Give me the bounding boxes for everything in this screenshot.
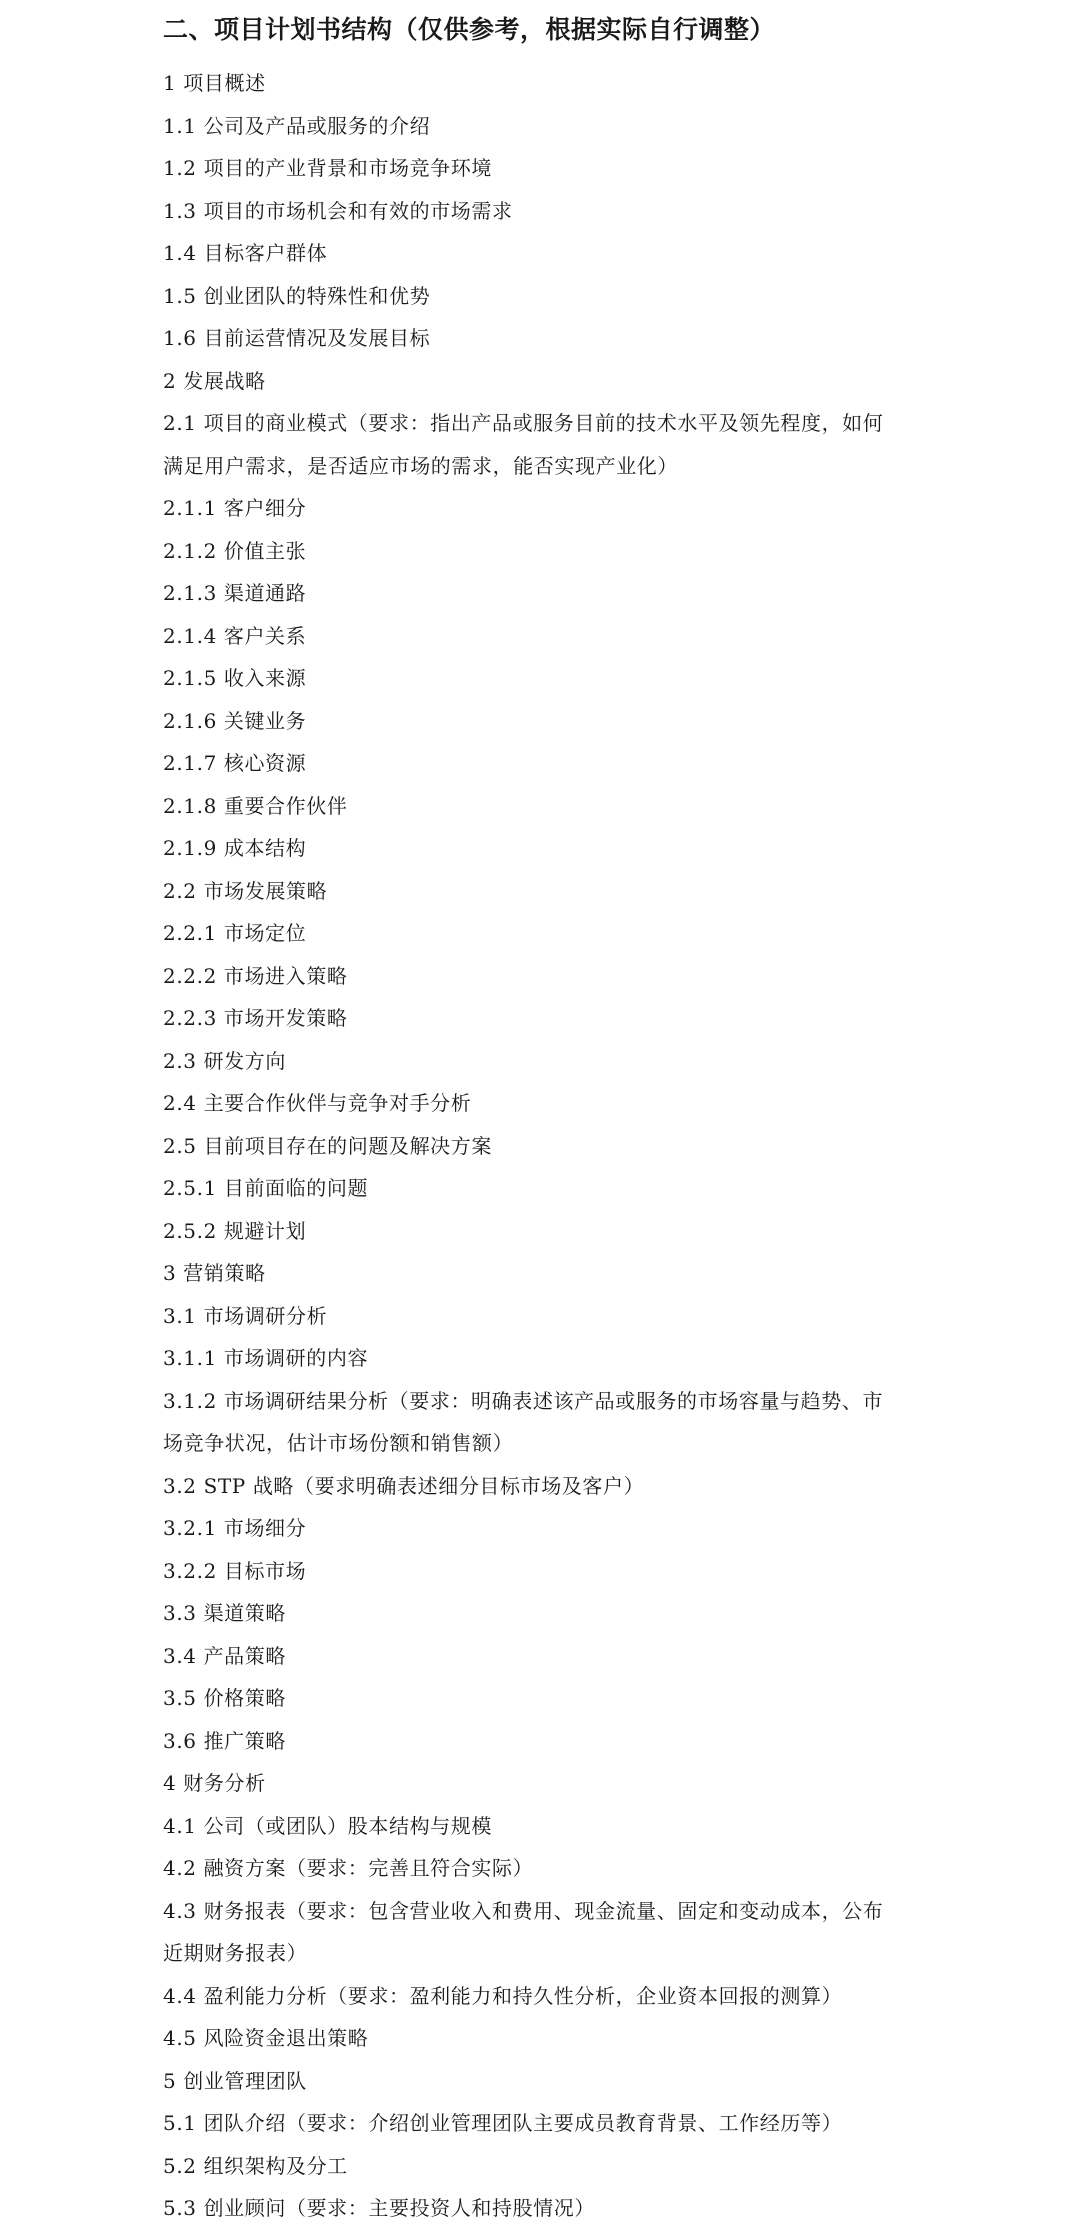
outline-item: 4 财务分析 [163, 1771, 266, 1795]
outline-item: 2.1.1 客户细分 [163, 496, 307, 520]
outline-item: 2.5.2 规避计划 [163, 1218, 307, 1243]
outline-item-continuation: 场竞争状况，估计市场份额和销售额） [163, 1431, 514, 1455]
outline-item: 2.2.1 市场定位 [163, 921, 307, 945]
outline-item: 1.1 公司及产品或服务的介绍 [163, 113, 431, 138]
outline-item: 2 发展战略 [163, 368, 266, 393]
outline-item: 1.5 创业团队的特殊性和优势 [163, 283, 431, 308]
outline-item: 4.2 融资方案（要求：完善且符合实际） [163, 1856, 534, 1880]
outline-item: 3.1 市场调研分析 [163, 1303, 328, 1328]
outline-item: 1 项目概述 [163, 71, 266, 95]
outline-item-continuation: 满足用户需求，是否适应市场的需求，能否实现产业化） [163, 453, 678, 478]
outline-item: 2.2 市场发展策略 [163, 878, 328, 903]
outline-item: 2.1.2 价值主张 [163, 538, 307, 563]
outline-item: 5.1 团队介绍（要求：介绍创业管理团队主要成员教育背景、工作经历等） [163, 2111, 843, 2135]
outline-item: 2.5 目前项目存在的问题及解决方案 [163, 1133, 492, 1158]
outline-item: 1.6 目前运营情况及发展目标 [163, 326, 431, 350]
outline-item: 3 营销策略 [163, 1261, 266, 1285]
outline-item: 3.2.2 目标市场 [163, 1558, 307, 1583]
outline-item: 4.1 公司（或团队）股本结构与规模 [163, 1813, 492, 1838]
outline-item: 2.1.6 关键业务 [163, 708, 307, 733]
outline-item: 4.3 财务报表（要求：包含营业收入和费用、现金流量、固定和变动成本，公布 [163, 1898, 884, 1923]
outline-item: 5.2 组织架构及分工 [163, 2153, 348, 2178]
outline-item: 1.2 项目的产业背景和市场竞争环境 [163, 156, 492, 180]
outline-item: 2.1.3 渠道通路 [163, 581, 307, 605]
outline-item: 4.4 盈利能力分析（要求：盈利能力和持久性分析，企业资本回报的测算） [163, 1983, 843, 2008]
outline-item: 2.1.8 重要合作伙伴 [163, 793, 348, 818]
outline-item-continuation: 近期财务报表） [163, 1941, 308, 1965]
outline-item: 1.4 目标客户群体 [163, 241, 328, 265]
document-page [163, 12, 923, 2230]
outline-item: 5 创业管理团队 [163, 2068, 307, 2093]
outline-item: 3.6 推广策略 [163, 1728, 286, 1753]
outline-item: 2.5.1 目前面临的问题 [163, 1176, 369, 1200]
outline-item: 3.5 价格策略 [163, 1686, 286, 1710]
outline-item: 3.4 产品策略 [163, 1643, 286, 1668]
outline-item: 2.1.4 客户关系 [163, 623, 307, 648]
outline-item: 3.1.2 市场调研结果分析（要求：明确表述该产品或服务的市场容量与趋势、市 [163, 1388, 884, 1413]
outline-item: 2.2.2 市场进入策略 [163, 963, 348, 988]
outline-item: 5.3 创业顾问（要求：主要投资人和持股情况） [163, 2196, 595, 2220]
outline-item: 1.3 项目的市场机会和有效的市场需求 [163, 198, 513, 223]
outline-item: 2.1.7 核心资源 [163, 751, 307, 775]
outline-item: 2.1.9 成本结构 [163, 836, 307, 860]
outline-item: 4.5 风险资金退出策略 [163, 2026, 369, 2050]
section-title: 二、项目计划书结构（仅供参考，根据实际自行调整） [163, 15, 776, 44]
outline-item: 2.4 主要合作伙伴与竞争对手分析 [163, 1091, 472, 1115]
outline-item: 3.1.1 市场调研的内容 [163, 1346, 369, 1370]
outline-item: 3.2 STP 战略（要求明确表述细分目标市场及客户） [163, 1473, 645, 1498]
outline-item: 3.3 渠道策略 [163, 1601, 286, 1625]
outline-item: 3.2.1 市场细分 [163, 1516, 307, 1540]
outline-list [163, 62, 923, 2230]
outline-item: 2.3 研发方向 [163, 1048, 286, 1073]
outline-item: 2.1.5 收入来源 [163, 666, 307, 690]
outline-item: 2.2.3 市场开发策略 [163, 1006, 348, 1030]
outline-item: 2.1 项目的商业模式（要求：指出产品或服务目前的技术水平及领先程度，如何 [163, 411, 884, 435]
